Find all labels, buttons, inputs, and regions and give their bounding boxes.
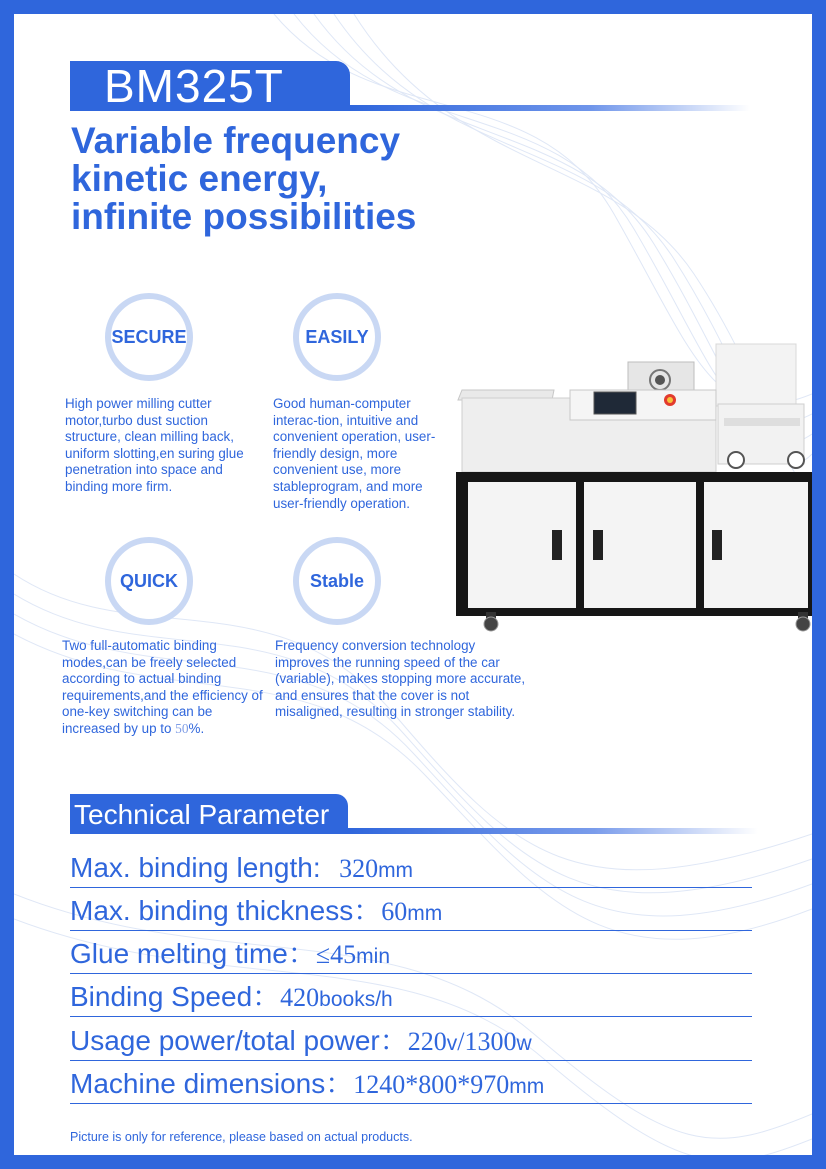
feature-title-quick: QUICK [120,570,178,591]
param-row-dimensions [70,1064,752,1104]
feature-text-stable: Frequency conversion technology improves the running speed of the car (variable), makes stopping more accurate, and ensures that the cover is not misaligned, resulting in stronger stability. [275,638,526,720]
param-unit: mm [509,1075,545,1098]
tech-parameter-title: Technical Parameter [74,799,330,830]
feature-text-quick-end: %. [188,720,205,736]
footnote: Picture is only for reference, please based on actual products. [70,1130,413,1144]
param-unit: min [356,945,390,968]
model-underline [350,105,750,111]
param-value-total: /1300 [457,1027,517,1056]
param-label: Machine dimensions： [70,1068,354,1099]
feature-circle-stable [293,537,381,625]
param-value: 1240*800*970 [353,1070,510,1099]
feature-text-quick-main: Two full-automatic binding modes,can be freely selected according to actual binding requirements,and the efficiency of one-key switching can be increased by up to [62,638,263,736]
param-value: 220 [407,1027,447,1056]
feature-title-easily: EASILY [305,326,369,347]
param-row-binding-speed [70,977,752,1017]
param-value: ≤45 [315,940,357,969]
param-label: Usage power/total power： [70,1025,408,1056]
param-label: Binding Speed： [70,981,281,1012]
brochure-page [14,14,812,1155]
headline: Variable frequency kinetic energy, infinite possibilities [71,120,417,237]
binding-machine-image [442,342,812,634]
param-row-power [70,1021,752,1061]
param-unit: mm [378,859,414,882]
feature-title-stable: Stable [309,570,365,591]
feature-circle-quick [105,537,193,625]
feature-text-quick [62,638,272,738]
param-row-binding-length [70,848,752,888]
param-value: 320 [339,854,379,883]
param-row-glue-melting [70,934,752,974]
param-unit: books/h [319,988,393,1011]
feature-circle-secure [105,293,193,381]
param-label: Max. binding length: [70,852,321,883]
param-value: 60 [381,897,408,926]
feature-text-quick-percent: 50 [175,720,189,736]
param-unit-total: w [516,1032,532,1055]
model-name: BM325T [104,60,284,112]
param-label: Glue melting time： [70,938,316,969]
param-row-binding-thickness [70,891,752,931]
tech-parameter-underline [348,828,758,834]
param-label: Max. binding thickness： [70,895,382,926]
feature-title-secure: SECURE [111,326,187,347]
feature-text-secure: High power milling cutter motor,turbo dust suction structure, clean milling back, uniform slotting,en suring glue penetration into space and binding more firm. [65,396,244,494]
param-unit: mm [407,902,443,925]
feature-circle-easily [293,293,381,381]
param-value: 420 [280,983,320,1012]
feature-text-easily: Good human-computer interac-tion, intuitive and convenient operation, user-friendly design, more convenient use, more stableprogram, and more user-friendly operation. [273,396,436,511]
param-unit: v [446,1032,458,1055]
